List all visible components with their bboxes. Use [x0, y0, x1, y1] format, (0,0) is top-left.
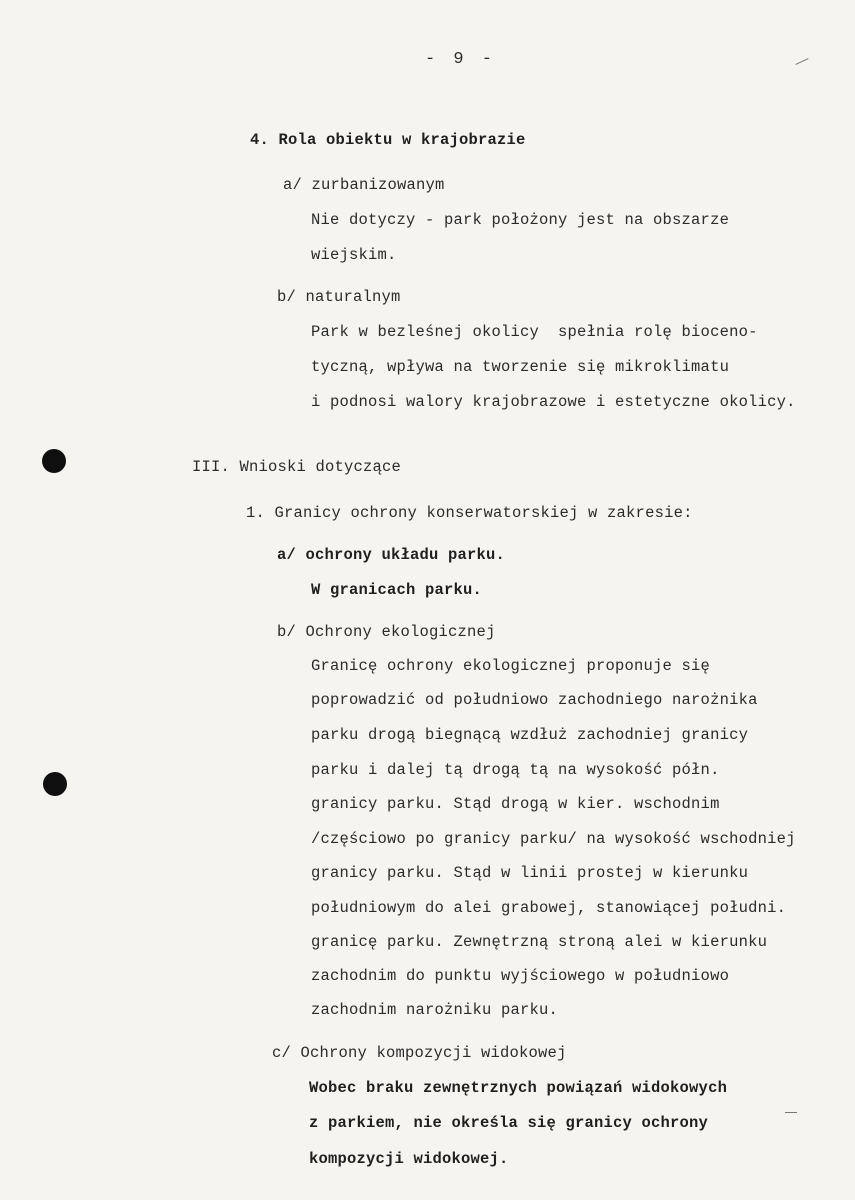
section-III-b-text-line: granicę parku. Zewnętrzną stroną alei w kierunku — [311, 933, 768, 951]
scan-speck — [795, 58, 808, 65]
section-III-b-text-line: /częściowo po granicy parku/ na wysokość wschodniej — [311, 830, 796, 848]
section-III-b-label: b/ Ochrony ekologicznej — [277, 623, 496, 641]
section-III-b-text-line: granicy parku. Stąd drogą w kier. wschodnim — [311, 795, 720, 813]
section-4a-label: a/ zurbanizowanym — [283, 176, 445, 194]
section-III-c-label: c/ Ochrony kompozycji widokowej — [272, 1044, 567, 1062]
section-III-heading: III. Wnioski dotyczące — [192, 458, 402, 476]
section-4b-text-line: i podnosi walory krajobrazowe i estetyczne okolicy. — [311, 393, 796, 411]
section-III-a-label: a/ ochrony układu parku. — [277, 546, 506, 564]
section-III-1-heading: 1. Granicy ochrony konserwatorskiej w zakresie: — [246, 504, 693, 522]
scan-speck — [785, 1112, 797, 1113]
section-III-b-text-line: Granicę ochrony ekologicznej proponuje się — [311, 657, 711, 675]
section-4a-text-line: wiejskim. — [311, 246, 397, 264]
section-4b-text-line: tyczną, wpływa na tworzenie się mikroklimatu — [311, 358, 730, 376]
section-III-c-text-line: kompozycji widokowej. — [309, 1150, 509, 1168]
section-4b-label: b/ naturalnym — [277, 288, 401, 306]
section-4a-text-line: Nie dotyczy - park położony jest na obszarze — [311, 211, 730, 229]
section-III-b-text-line: poprowadzić od południowo zachodniego narożnika — [311, 691, 758, 709]
section-III-c-text-line: Wobec braku zewnętrznych powiązań widokowych — [309, 1079, 728, 1097]
section-III-b-text-line: zachodnim narożniku parku. — [311, 1001, 559, 1019]
page-number: - 9 - — [425, 50, 497, 69]
section-III-b-text-line: południowym do alei grabowej, stanowiącej południ. — [311, 899, 787, 917]
section-III-b-text-line: zachodnim do punktu wyjściowego w południowo — [311, 967, 730, 985]
section-III-b-text-line: parku drogą biegnącą wzdłuż zachodniej granicy — [311, 726, 749, 744]
section-III-c-text-line: z parkiem, nie określa się granicy ochrony — [309, 1114, 709, 1132]
section-III-b-text-line: granicy parku. Stąd w linii prostej w kierunku — [311, 864, 749, 882]
section-III-a-text: W granicach parku. — [311, 581, 483, 599]
section-4-heading: 4. Rola obiektu w krajobrazie — [250, 131, 526, 149]
punch-hole-mark — [43, 772, 67, 796]
punch-hole-mark — [42, 449, 66, 473]
section-4b-text-line: Park w bezleśnej okolicy spełnia rolę bioceno- — [311, 323, 758, 341]
section-III-b-text-line: parku i dalej tą drogą tą na wysokość półn. — [311, 761, 720, 779]
